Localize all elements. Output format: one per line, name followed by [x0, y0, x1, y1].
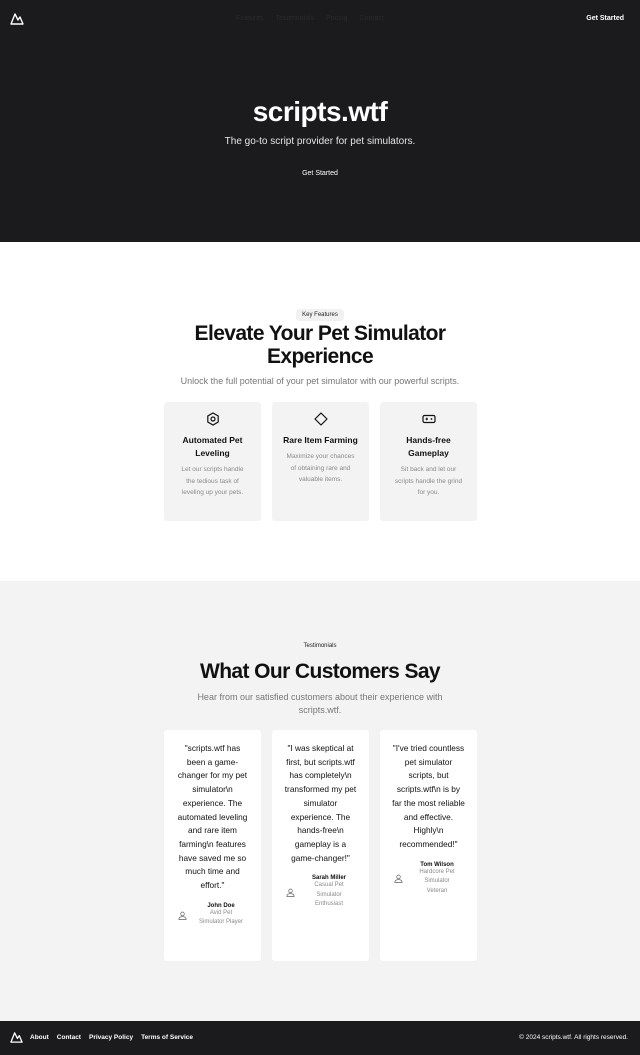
feature-description: Maximize your chances of obtaining rare and valuable items.	[286, 453, 355, 483]
user-icon	[286, 888, 295, 897]
testimonial-card	[380, 730, 477, 961]
hero-get-started-button[interactable]: Get Started	[302, 169, 338, 177]
gamepad-icon	[422, 412, 436, 426]
footer-link-contact[interactable]: Contact	[56, 1034, 81, 1041]
author-name: Sarah Miller	[311, 875, 346, 882]
nav-item-features[interactable]: Features	[236, 15, 264, 22]
author-role: Avid Pet Simulator Player	[199, 909, 244, 926]
testimonial-quote: "I was skeptical at first, but scripts.wtf has completely\n transformed my pet simulator experience. The hands-free\n gameplay is a game-changer!"	[284, 743, 357, 863]
top-nav	[236, 15, 384, 22]
testimonial-quote: "scripts.wtf has been a game-changer for my pet simulator\n experience. The automated leveling and rare item farming\n features have saved me so much time and effort."	[177, 743, 248, 891]
user-icon	[394, 874, 403, 883]
hero-title: scripts.wtf	[252, 96, 388, 127]
testimonial-author	[284, 875, 357, 910]
testimonial-author	[392, 862, 465, 897]
author-name: John Doe	[207, 902, 235, 909]
feature-title: Hands-free Gameplay	[406, 435, 451, 458]
nav-item-contact[interactable]: Contact	[359, 15, 384, 22]
footer	[0, 1021, 640, 1055]
feature-title: Rare Item Farming	[283, 435, 358, 445]
footer-link-terms-of-service[interactable]: Terms of Service	[141, 1034, 193, 1041]
testimonials-title: What Our Customers Say	[199, 660, 441, 683]
testimonial-author	[176, 903, 249, 928]
testimonial-quote: "I've tried countless pet simulator scripts, but scripts.wtf\n is by far the most reliable and effective. Highly\n recommended!"	[392, 743, 465, 849]
author-role: Casual Pet Simulator Enthusiast	[314, 882, 344, 908]
features-section	[0, 242, 640, 581]
nav-item-testimonials[interactable]: Testimonials	[275, 15, 315, 22]
feature-title: Automated Pet Leveling	[182, 435, 243, 458]
diamond-icon	[314, 412, 328, 426]
testimonials-subtitle-line2: scripts.wtf.	[298, 705, 342, 715]
testimonials-section	[0, 581, 640, 1021]
testimonials-subtitle-line1: Hear from our satisfied customers about their experience with	[197, 692, 443, 702]
footer-copyright: © 2024 scripts.wtf. All rights reserved.	[519, 1034, 628, 1041]
footer-link-about[interactable]: About	[30, 1034, 49, 1041]
user-icon	[178, 911, 187, 920]
mountain-logo-icon[interactable]	[10, 1031, 23, 1044]
header-get-started-link[interactable]: Get Started	[586, 15, 624, 22]
features-title	[0, 322, 640, 368]
features-title-line2: Experience	[266, 345, 374, 368]
testimonial-cards	[164, 730, 477, 961]
feature-cards	[164, 402, 477, 521]
footer-links	[30, 1034, 193, 1041]
nav-item-pricing[interactable]: Pricing	[326, 15, 348, 22]
testimonials-label: Testimonials	[303, 643, 337, 649]
footer-link-privacy-policy[interactable]: Privacy Policy	[88, 1034, 134, 1041]
feature-description: Let our scripts handle the tedious task of leveling up your pets.	[181, 466, 244, 496]
hexagon-settings-icon	[206, 412, 220, 426]
feature-card	[272, 402, 369, 521]
testimonials-subtitle	[0, 691, 640, 717]
author-name: Tom Wilson	[420, 861, 454, 868]
testimonial-card	[164, 730, 261, 961]
feature-card	[164, 402, 261, 521]
features-label-badge: Key Features	[296, 309, 344, 321]
features-title-line1: Elevate Your Pet Simulator	[194, 322, 446, 345]
feature-description: Sit back and let our scripts handle the grind for you.	[394, 466, 463, 496]
features-subtitle: Unlock the full potential of your pet simulator with our powerful scripts.	[180, 376, 460, 386]
mountain-logo-icon[interactable]	[10, 12, 24, 26]
feature-card	[380, 402, 477, 521]
hero-subtitle: The go-to script provider for pet simulators.	[224, 136, 416, 147]
hero-section	[0, 0, 640, 242]
author-role: Hardcore Pet Simulator Veteran	[419, 868, 455, 894]
testimonial-card	[272, 730, 369, 961]
